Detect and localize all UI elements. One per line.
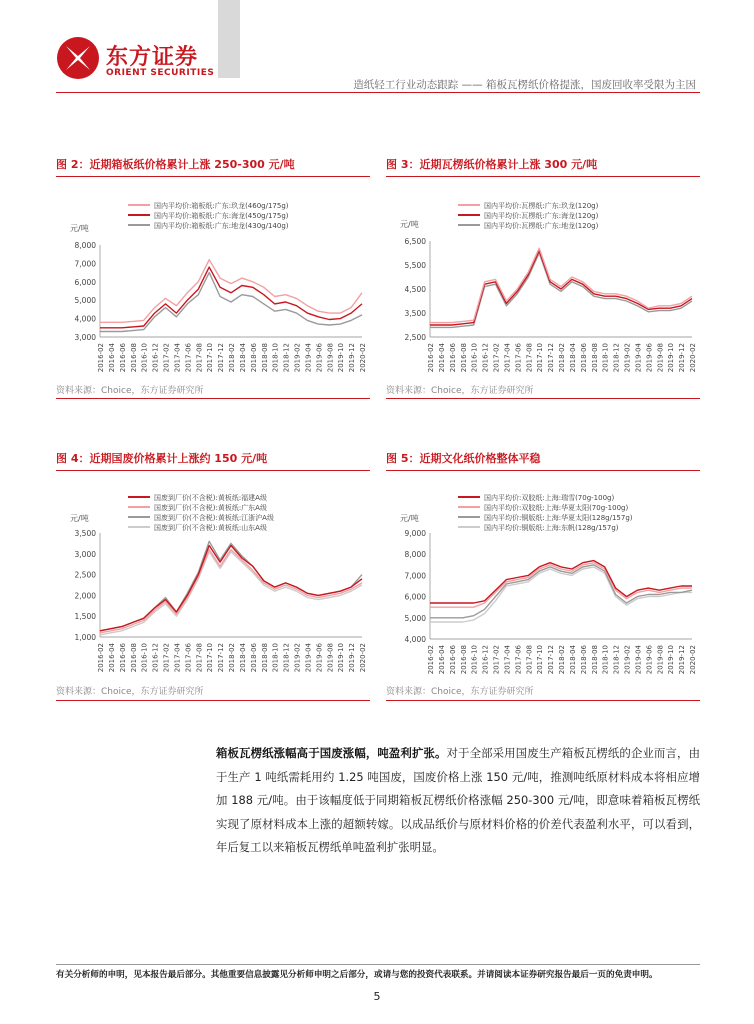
x-tick-label: 2017-02 [492,645,501,675]
y-tick-label: 2,000 [74,591,96,601]
figure-source: 资料来源：Choice，东方证券研究所 [386,386,534,396]
y-tick-label: 5,000 [404,613,426,623]
x-tick-label: 2019-10 [337,343,346,373]
x-tick-label: 2018-06 [249,643,258,673]
x-tick-label: 2018-04 [568,645,577,675]
analysis-paragraph [216,742,700,860]
x-tick-label: 2016-04 [437,343,446,373]
x-tick-label: 2018-12 [612,343,621,373]
figure-bottom-rule [386,700,700,701]
paragraph-lead: 箱板瓦楞纸涨幅高于国废涨幅，吨盈利扩张。 [216,746,447,760]
figure-4 [56,450,370,702]
legend-label: 国内平均价:双胶纸:上海:瑞雪(70g-100g) [484,494,615,502]
y-tick-label: 1,000 [74,633,96,642]
x-tick-label: 2018-02 [228,643,236,673]
x-tick-label: 2016-06 [118,343,127,373]
y-tick-label: 2,500 [74,570,96,580]
x-tick-label: 2019-04 [304,643,313,673]
x-tick-label: 2019-04 [304,343,313,373]
x-tick-label: 2019-12 [678,645,687,675]
header-gray-bar [218,0,240,78]
x-tick-label: 2016-06 [118,643,127,673]
x-tick-label: 2020-02 [689,645,697,675]
x-tick-label: 2017-02 [162,643,171,673]
footer-disclaimer: 有关分析师的申明，见本报告最后部分。其他重要信息披露见分析师申明之后部分，或请与您的投资代表联系。并请阅读本证券研究报告最后一页的免责申明。 [56,970,658,980]
y-axis-unit: 元/吨 [70,224,89,233]
chart-boxboard-price [56,177,370,387]
x-tick-label: 2018-12 [282,343,291,373]
x-tick-label: 2017-10 [206,643,215,673]
x-tick-label: 2018-02 [558,343,566,373]
x-tick-label: 2016-08 [129,343,138,373]
x-tick-label: 2018-10 [601,645,610,675]
legend-label: 国内平均价:箱板纸:广东:海龙(450g/175g) [154,212,289,220]
x-tick-label: 2019-08 [326,343,335,373]
figure-title: 图 5：近期文化纸价格整体平稳 [386,450,700,471]
x-tick-label: 2017-12 [547,343,556,373]
x-tick-label: 2018-12 [612,645,621,675]
x-tick-label: 2018-06 [249,343,258,373]
y-tick-label: 4,000 [404,635,426,644]
y-tick-label: 6,500 [404,237,426,246]
x-tick-label: 2019-10 [337,643,346,673]
header-divider [56,92,700,93]
logo-text-cn: 东方证券 [106,45,199,70]
x-tick-label: 2017-02 [492,343,501,373]
x-tick-label: 2018-08 [260,643,269,673]
legend-label: 国内平均价:双胶纸:上海:华夏太阳(70g-100g) [484,504,629,512]
y-tick-label: 8,000 [404,550,426,560]
x-tick-label: 2019-02 [293,643,302,673]
figure-source: 资料来源：Choice，东方证券研究所 [56,386,204,396]
x-tick-label: 2019-12 [348,643,357,673]
series-line [100,267,362,328]
x-tick-label: 2017-10 [206,343,215,373]
x-tick-label: 2018-10 [271,643,280,673]
y-tick-label: 3,500 [404,309,426,318]
x-tick-label: 2016-12 [151,343,160,373]
figure-3 [386,156,700,400]
figure-bottom-rule [56,398,370,399]
x-tick-label: 2018-02 [558,645,566,675]
x-tick-label: 2017-12 [217,343,226,373]
x-tick-label: 2017-10 [536,343,545,373]
y-axis-unit: 元/吨 [70,514,89,523]
x-tick-label: 2016-10 [140,643,149,673]
x-tick-label: 2016-08 [459,343,468,373]
report-title: 造纸轻工行业动态跟踪 —— 箱板瓦楞纸价格提涨，国废回收率受限为主因 [353,79,696,91]
x-tick-label: 2017-02 [162,343,171,373]
x-tick-label: 2019-02 [623,645,632,675]
x-tick-label: 2020-02 [359,643,367,673]
x-tick-label: 2016-04 [437,645,446,675]
x-tick-label: 2019-06 [315,343,324,373]
series-line [430,563,692,608]
x-tick-label: 2016-06 [448,343,457,373]
y-tick-label: 6,000 [74,277,96,287]
y-tick-label: 7,000 [404,571,426,581]
x-tick-label: 2016-02 [427,343,435,373]
x-tick-label: 2016-04 [107,643,116,673]
x-tick-label: 2017-10 [536,645,545,675]
x-tick-label: 2017-04 [503,343,512,373]
x-tick-label: 2019-08 [326,643,335,673]
x-tick-label: 2016-02 [97,343,105,373]
series-line [430,253,692,327]
x-tick-label: 2017-08 [525,343,534,373]
x-tick-label: 2018-08 [590,645,599,675]
x-tick-label: 2018-06 [579,343,588,373]
x-tick-label: 2020-02 [689,343,697,373]
x-tick-label: 2018-10 [271,343,280,373]
legend-label: 国内平均价:铜版纸:上海:华夏太阳(128g/157g) [484,514,633,522]
x-tick-label: 2019-08 [656,343,665,373]
series-line [430,251,692,325]
x-tick-label: 2017-06 [514,343,523,373]
x-tick-label: 2017-06 [514,645,523,675]
x-tick-label: 2017-08 [195,643,204,673]
y-tick-label: 5,500 [404,261,426,270]
y-tick-label: 6,000 [404,592,426,602]
page-number: 5 [373,990,381,1003]
x-tick-label: 2017-04 [173,643,182,673]
x-tick-label: 2016-10 [470,645,479,675]
x-tick-label: 2016-10 [140,343,149,373]
legend-label: 国废到厂价(不含税):黄板纸:江浙沪A级 [154,514,274,522]
x-tick-label: 2016-08 [129,643,138,673]
y-axis-unit: 元/吨 [400,220,419,229]
series-line [100,541,362,631]
figure-bottom-rule [386,398,700,399]
x-tick-label: 2018-08 [260,343,269,373]
legend-label: 国内平均价:铜版纸:上海:东帆(128g/157g) [484,524,619,532]
x-tick-label: 2019-06 [645,343,654,373]
y-tick-label: 7,000 [74,259,96,269]
chart-cultural-paper-price [386,471,700,689]
x-tick-label: 2016-12 [151,643,160,673]
x-tick-label: 2016-08 [459,645,468,675]
y-axis-unit: 元/吨 [400,514,419,523]
x-tick-label: 2018-06 [579,645,588,675]
chart-corrugated-price [386,177,700,387]
x-tick-label: 2017-06 [184,643,193,673]
figure-title: 图 2：近期箱板纸价格累计上涨 250-300 元/吨 [56,156,370,177]
x-tick-label: 2019-06 [645,645,654,675]
x-tick-label: 2017-04 [173,343,182,373]
x-tick-label: 2019-08 [656,645,665,675]
x-tick-label: 2019-10 [667,343,676,373]
x-tick-label: 2019-04 [634,645,643,675]
x-tick-label: 2019-04 [634,343,643,373]
y-tick-label: 1,500 [74,612,96,622]
chart-occ-price [56,471,370,689]
legend-label: 国内平均价:瓦楞纸:广东:海龙(120g) [484,212,599,220]
figure-title: 图 3：近期瓦楞纸价格累计上涨 300 元/吨 [386,156,700,177]
x-tick-label: 2019-02 [623,343,632,373]
legend-label: 国内平均价:瓦楞纸:广东:玖龙(120g) [484,202,599,210]
figure-bottom-rule [56,700,370,701]
figure-source: 资料来源：Choice，东方证券研究所 [386,687,534,697]
x-tick-label: 2018-04 [238,343,247,373]
x-tick-label: 2018-04 [568,343,577,373]
x-tick-label: 2016-02 [97,643,105,673]
figure-2 [56,156,370,400]
y-tick-label: 4,000 [74,314,96,324]
legend-label: 国内平均价:瓦楞纸:广东:地龙(120g) [484,222,599,230]
logo-text-en: ORIENT SECURITIES [106,68,215,78]
x-tick-label: 2018-12 [282,643,291,673]
y-tick-label: 3,000 [74,333,96,342]
paragraph-body: 对于全部采用国废生产箱板瓦楞纸的企业而言，由于生产 1 吨纸需耗用约 1.25 吨国废，国废价格上涨 150 元/吨，推测吨纸原材料成本将相应增加 188 元/吨。由于该幅度低于同期箱板瓦楞纸价格涨幅 250-300 元/吨，即意味着箱板瓦楞纸实现了原材料成本上涨的超额转嫁。以成品纸价与原材料价格的价差代表盈利水平，可以看到，年后复工以来箱板瓦楞纸单吨盈利扩张明显。 [216,746,700,855]
x-tick-label: 2018-02 [228,343,236,373]
x-tick-label: 2019-10 [667,645,676,675]
series-line [100,273,362,332]
x-tick-label: 2017-12 [547,645,556,675]
x-tick-label: 2020-02 [359,343,367,373]
x-tick-label: 2017-12 [217,643,226,673]
y-tick-label: 4,500 [404,285,426,294]
x-tick-label: 2016-02 [427,645,435,675]
series-line [100,260,362,323]
x-tick-label: 2018-10 [601,343,610,373]
x-tick-label: 2016-06 [448,645,457,675]
legend-label: 国内平均价:箱板纸:广东:玖龙(460g/175g) [154,202,289,210]
x-tick-label: 2019-02 [293,343,302,373]
y-tick-label: 5,000 [74,296,96,306]
legend-label: 国废到厂价(不含税):黄板纸:山东A级 [154,524,267,532]
x-tick-label: 2016-10 [470,343,479,373]
y-tick-label: 9,000 [404,529,426,538]
figure-5 [386,450,700,702]
x-tick-label: 2017-08 [525,645,534,675]
y-tick-label: 8,000 [74,241,96,250]
x-tick-label: 2019-12 [348,343,357,373]
figure-source: 资料来源：Choice，东方证券研究所 [56,687,204,697]
y-tick-label: 3,500 [74,529,96,538]
x-tick-label: 2016-04 [107,343,116,373]
x-tick-label: 2018-04 [238,643,247,673]
legend-label: 国内平均价:箱板纸:广东:地龙(430g/140g) [154,222,289,230]
legend-label: 国废到厂价(不含税):黄板纸:广东A级 [154,504,267,512]
x-tick-label: 2017-06 [184,343,193,373]
y-tick-label: 2,500 [404,333,426,342]
orient-securities-logo-icon [56,36,100,80]
figure-title: 图 4：近期国废价格累计上涨约 150 元/吨 [56,450,370,471]
x-tick-label: 2019-12 [678,343,687,373]
footer-divider [56,964,700,965]
x-tick-label: 2018-08 [590,343,599,373]
legend-label: 国废到厂价(不含税):黄板纸:福建A级 [154,494,267,502]
series-line [100,546,362,631]
y-tick-label: 3,000 [74,549,96,559]
x-tick-label: 2019-06 [315,643,324,673]
x-tick-label: 2016-12 [481,645,490,675]
x-tick-label: 2017-08 [195,343,204,373]
x-tick-label: 2017-04 [503,645,512,675]
x-tick-label: 2016-12 [481,343,490,373]
